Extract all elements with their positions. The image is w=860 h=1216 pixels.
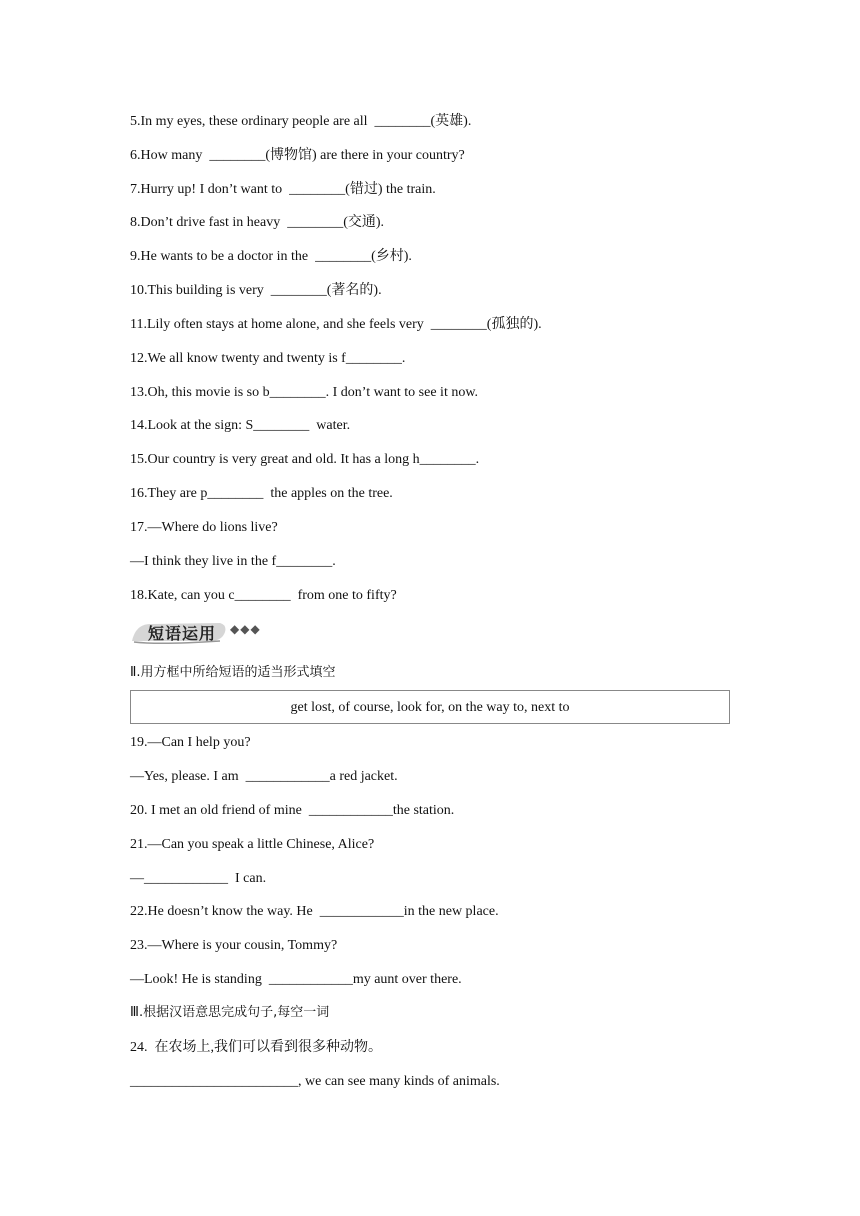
q-18: 18.Kate, can you c________ from one to fifty? bbox=[130, 588, 397, 603]
q-9: 9.He wants to be a doctor in the ________(乡村). bbox=[130, 249, 412, 264]
diamond-icons: ◆◆◆ bbox=[230, 622, 261, 636]
q-22: 22.He doesn’t know the way. He ____________in the new place. bbox=[130, 904, 499, 919]
q-24: 24. 在农场上,我们可以看到很多种动物。 bbox=[130, 1040, 382, 1055]
q-21: 21.—Can you speak a little Chinese, Alice? bbox=[130, 837, 375, 852]
phrase-box: get lost, of course, look for, on the way to, next to bbox=[130, 690, 730, 724]
q-21-answer: —____________ I can. bbox=[130, 871, 267, 886]
q-11: 11.Lily often stays at home alone, and she feels very ________(孤独的). bbox=[130, 317, 542, 332]
q-24-answer: ________________________, we can see many kinds of animals. bbox=[130, 1074, 500, 1089]
section-tag-phrase-use bbox=[130, 619, 280, 645]
q-6: 6.How many ________(博物馆) are there in your country? bbox=[130, 148, 465, 163]
section-tag-label: 短语运用 bbox=[148, 624, 217, 643]
q-5: 5.In my eyes, these ordinary people are all ________(英雄). bbox=[130, 114, 472, 129]
q-16: 16.They are p________ the apples on the tree. bbox=[130, 486, 393, 501]
q-17-answer: —I think they live in the f________. bbox=[130, 554, 336, 569]
q-12: 12.We all know twenty and twenty is f________. bbox=[130, 351, 406, 366]
q-13: 13.Oh, this movie is so b________. I don’t want to see it now. bbox=[130, 385, 479, 400]
q-20: 20. I met an old friend of mine ____________the station. bbox=[130, 803, 455, 818]
q-19: 19.—Can I help you? bbox=[130, 735, 251, 750]
q-23: 23.—Where is your cousin, Tommy? bbox=[130, 938, 338, 953]
section-2-title: Ⅱ.用方框中所给短语的适当形式填空 bbox=[130, 665, 336, 680]
q-8: 8.Don’t drive fast in heavy ________(交通). bbox=[130, 215, 385, 230]
q-14: 14.Look at the sign: S________ water. bbox=[130, 418, 351, 433]
q-19-answer: —Yes, please. I am ____________a red jacket. bbox=[130, 769, 398, 784]
q-23-answer: —Look! He is standing ____________my aunt over there. bbox=[130, 972, 462, 987]
section-3-title: Ⅲ.根据汉语意思完成句子,每空一词 bbox=[130, 1005, 330, 1020]
q-7: 7.Hurry up! I don’t want to ________(错过) the train. bbox=[130, 182, 436, 197]
q-15: 15.Our country is very great and old. It has a long h________. bbox=[130, 452, 480, 467]
q-17: 17.—Where do lions live? bbox=[130, 520, 278, 535]
q-10: 10.This building is very ________(著名的). bbox=[130, 283, 382, 298]
